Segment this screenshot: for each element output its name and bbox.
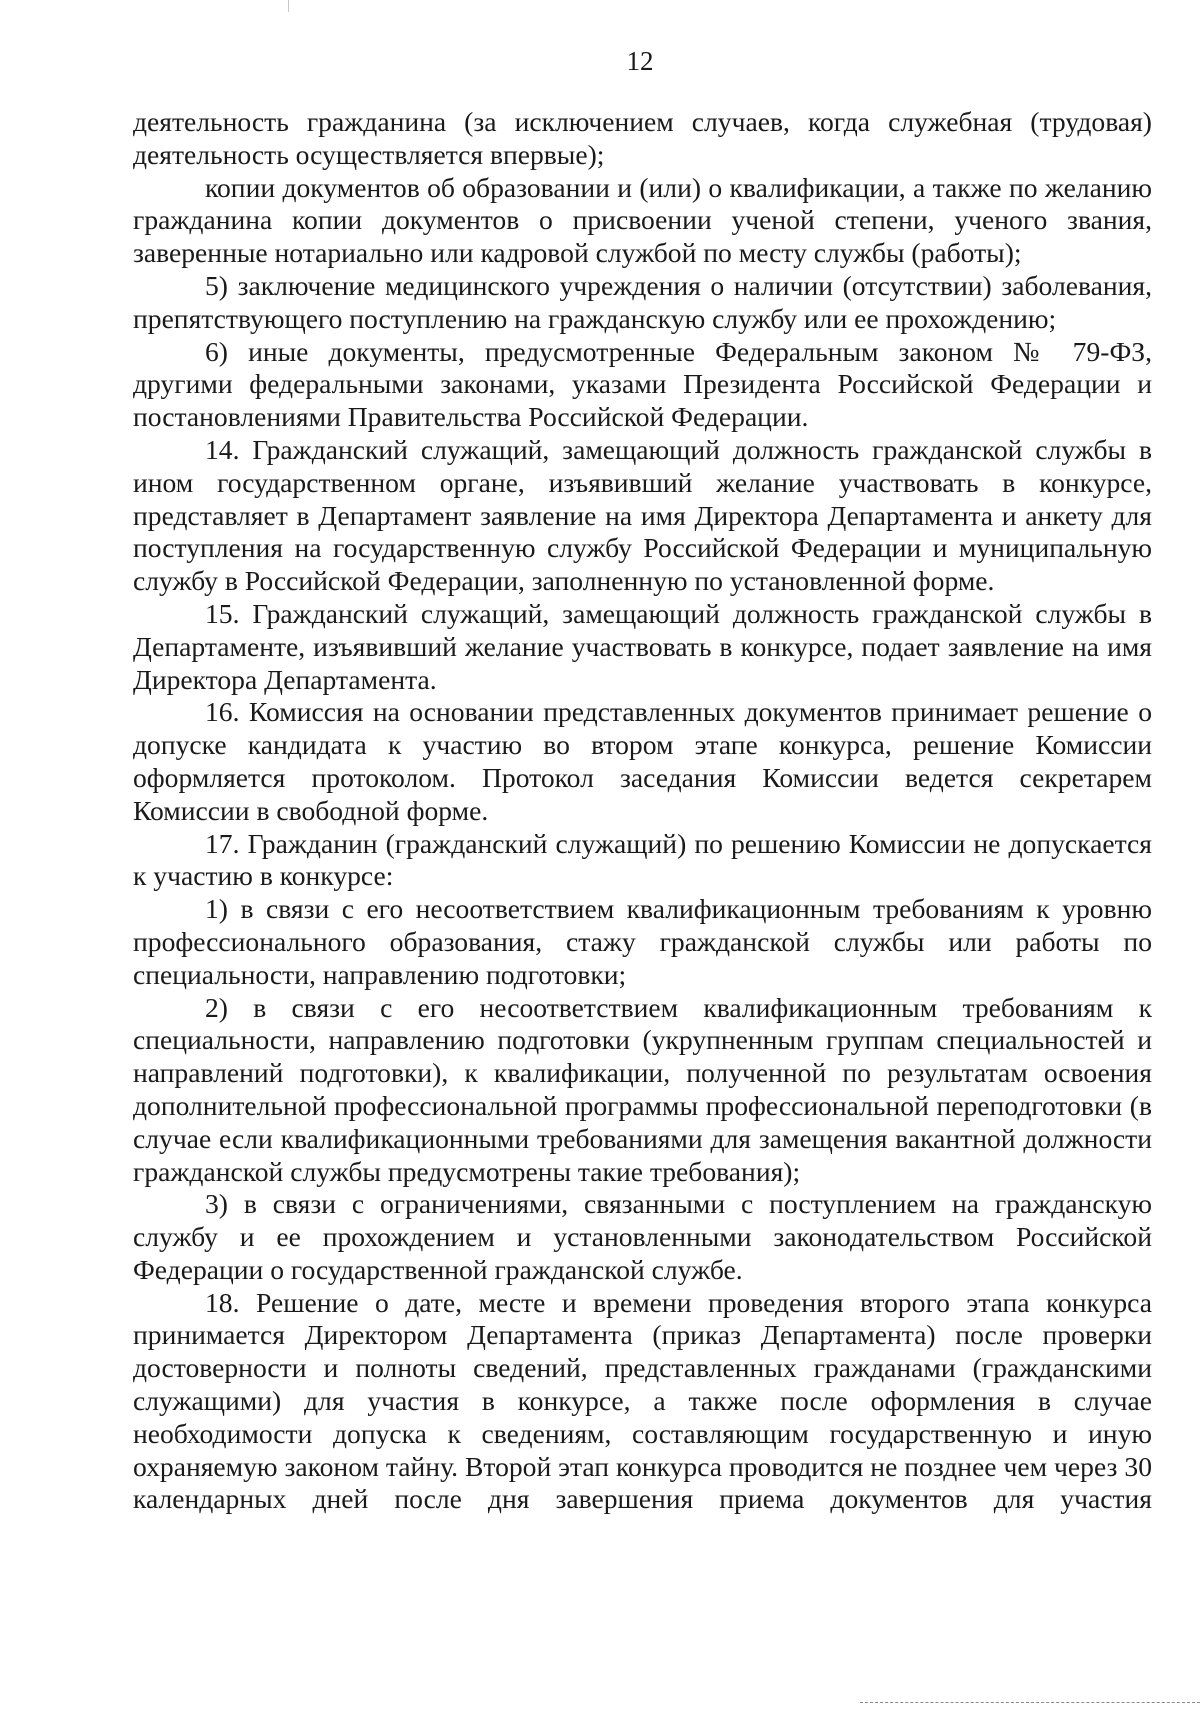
paragraph-item-5: 5) заключение медицинского учреждения о наличии (отсутствии) заболевания, препятствующего поступлению на гражданскую службу или ее прохождению; xyxy=(133,269,1152,334)
bottom-edge-rule xyxy=(860,1702,1200,1703)
paragraph-clause-17-item-1: 1) в связи с его несоответствием квалификационным требованиям к уровню профессионального образования, стажу гражданской службы или работы по специальности, направлению подготовки; xyxy=(133,893,1152,990)
paragraph-clause-17-item-3: 3) в связи с ограничениями, связанными с поступлением на гражданскую службу и ее прохождением и установленными законодательством Российской Федерации о государственной гражданской службе. xyxy=(133,1188,1152,1285)
page-number: 12 xyxy=(626,46,654,76)
document-body xyxy=(133,106,1152,1516)
paragraph-clause-17: 17. Гражданин (гражданский служащий) по решению Комиссии не допускается к участию в конкурсе: xyxy=(133,827,1152,892)
scan-artifact xyxy=(288,0,289,12)
paragraph-continuation: деятельность гражданина (за исключением случаев, когда служебная (трудовая) деятельность осуществляется впервые); xyxy=(133,106,1152,170)
paragraph-clause-17-item-2: 2) в связи с его несоответствием квалификационным требованиям к специальности, направлению подготовки (укрупненным группам специальностей и направлений подготовки), к квалификации, полученной по результатам освоения дополнительной профессиональной программы профессиональной переподготовки (в случае если квалификационными требованиями для замещения вакантной должности гражданской службы предусмотрены такие требования); xyxy=(133,991,1152,1187)
paragraph-item-6: 6) иные документы, предусмотренные Федеральным законом № 79-ФЗ, другими федеральными законами, указами Президента Российской Федерации и постановлениями Правительства Российской Федерации. xyxy=(133,335,1152,433)
paragraph-clause-15: 15. Гражданский служащий, замещающий должность гражданской службы в Департаменте, изъявивший желание участвовать в конкурсе, подает заявление на имя Директора Департамента. xyxy=(133,597,1152,695)
paragraph-clause-14: 14. Гражданский служащий, замещающий должность гражданской службы в ином государственном органе, изъявивший желание участвовать в конкурсе, представляет в Департамент заявление на имя Директора Департамента и анкету для поступления на государственную службу Российской Федерации и муниципальную службу в Российской Федерации, заполненную по установленной форме. xyxy=(133,433,1152,597)
paragraph-clause-16: 16. Комиссия на основании представленных документов принимает решение о допуске кандидата к участию во втором этапе конкурса, решение Комиссии оформляется протоколом. Протокол заседания Комиссии ведется секретарем Комиссии в свободной форме. xyxy=(133,696,1152,826)
paragraph-education-copies: копии документов об образовании и (или) о квалификации, а также по желанию гражданина копии документов о присвоении ученой степени, ученого звания, заверенные нотариально или кадровой службой по месту службы (работы); xyxy=(133,171,1152,269)
paragraph-clause-18: 18. Решение о дате, месте и времени проведения второго этапа конкурса принимается Директором Департамента (приказ Департамента) после проверки достоверности и полноты сведений, представленных гражданами (гражданскими служащими) для участия в конкурсе, а также после оформления в случае необходимости допуска к сведениям, составляющим государственную и иную охраняемую законом тайну. Второй этап конкурса проводится не позднее чем через 30 календарных дней после дня завершения приема документов для участия xyxy=(133,1286,1152,1515)
